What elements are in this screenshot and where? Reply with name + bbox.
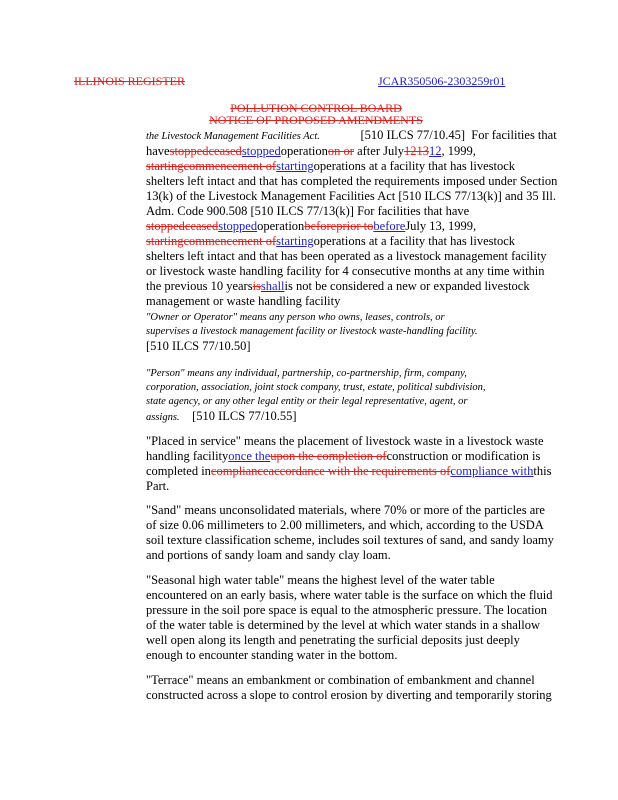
text-line: or livestock waste handling facility for 4 consecutive months at any time within xyxy=(146,264,545,278)
text-line: well open along its length and penetrating the surficial deposits just deeply xyxy=(146,633,520,647)
notice-title: NOTICE OF PROPOSED AMENDMENTS xyxy=(209,113,423,127)
facility-definition-paragraph xyxy=(146,128,586,309)
text-line: "Person" means any individual, partnership, co-partnership, firm, company, xyxy=(146,368,467,379)
deleted-text: is xyxy=(252,279,261,293)
act-italic-text: the Livestock Management Facilities Act. xyxy=(146,131,320,142)
inserted-text: 12 xyxy=(428,144,442,158)
terrace-definition xyxy=(146,673,586,703)
text-line: "Terrace" means an embankment or combination of embankment and channel xyxy=(146,673,535,687)
text: is not be considered a new or expanded livestock xyxy=(284,279,530,293)
text-line: shelters left intact and that has been operated as a livestock management facility xyxy=(146,249,547,263)
text-line: Part. xyxy=(146,479,170,493)
text: operation xyxy=(257,219,305,233)
text-line: "Owner or Operator" means any person who owns, leases, controls, or xyxy=(146,312,445,323)
text-line: 13(k) of the Livestock Management Facilities Act [510 ILCS 77/13(k)] and 35 Ill. xyxy=(146,189,556,203)
jcar-code-prefix: JCAR350506-2303259 xyxy=(378,74,490,88)
deleted-text: starting xyxy=(146,234,184,248)
text-line: soil texture classification scheme, includes soil textures of sand, and sandy loamy xyxy=(146,533,554,547)
inserted-text: stopped xyxy=(218,219,258,233)
text-line: state agency, or any other legal entity or their legal representative, agent, or xyxy=(146,396,468,407)
board-title: POLLUTION CONTROL BOARD xyxy=(230,101,402,115)
text-line: corporation, association, joint stock company, trust, estate, political subdivision, xyxy=(146,382,486,393)
deleted-text: 1 xyxy=(403,144,411,158)
text-line: supervises a livestock management facility or livestock waste-handling facility. xyxy=(146,326,478,337)
seasonal-high-water-table-definition xyxy=(146,573,586,663)
jcar-code xyxy=(378,74,505,89)
deleted-text: on or xyxy=(327,144,354,158)
jcar-code-suffix: r01 xyxy=(489,74,506,88)
text: have xyxy=(146,144,170,158)
deleted-text: stopped xyxy=(146,219,185,233)
text-line: constructed across a slope to control erosion by diverting and temporarily storing xyxy=(146,688,552,702)
citation: [510 ILCS 77/10.50] xyxy=(146,339,251,353)
citation: [510 ILCS 77/10.55] xyxy=(192,409,297,423)
deleted-text: commencement of xyxy=(183,234,277,248)
deleted-text: before xyxy=(304,219,337,233)
sand-definition xyxy=(146,503,586,563)
inserted-text: once the xyxy=(228,449,271,463)
text: the previous 10 years xyxy=(146,279,253,293)
text-line: and portions of sandy loam and sandy clay loam. xyxy=(146,548,391,562)
placed-in-service-definition xyxy=(146,434,586,494)
inserted-text: shall xyxy=(260,279,285,293)
inserted-text: stopped xyxy=(241,144,281,158)
owner-operator-definition xyxy=(146,311,586,354)
inserted-text: starting xyxy=(276,159,314,173)
text-line: shelters left intact and that has completed the requirements imposed under Section xyxy=(146,174,558,188)
text: , 1999, xyxy=(441,144,476,158)
deleted-text: commencement of xyxy=(183,159,277,173)
text-line: of the water table is determined by the level at which water stands in a shallow xyxy=(146,618,540,632)
text-line: enough to encounter standing water in the bottom. xyxy=(146,648,398,662)
citation: [510 ILCS 77/10.45] xyxy=(360,128,466,142)
text-line: "Placed in service" means the placement of livestock waste in a livestock waste xyxy=(146,434,544,448)
text: this xyxy=(533,464,552,478)
deleted-text: 13 xyxy=(416,144,429,158)
text: operations at a facility that has livestock xyxy=(313,234,515,248)
text: For facilities that xyxy=(471,128,557,142)
person-definition xyxy=(146,367,586,425)
text: operation xyxy=(280,144,328,158)
text: after July xyxy=(357,144,404,158)
deleted-text: upon the completion of xyxy=(270,449,387,463)
inserted-text: compliance with xyxy=(450,464,534,478)
deleted-text: ceased xyxy=(184,219,219,233)
text: assigns. xyxy=(146,412,180,423)
deleted-text: ceased xyxy=(208,144,242,158)
text: July 13, 1999, xyxy=(405,219,477,233)
text: operations at a facility that has livestock xyxy=(313,159,515,173)
text-line: management or waste handling facility xyxy=(146,294,341,308)
text-line: "Sand" means unconsolidated materials, where 70% or more of the particles are xyxy=(146,503,545,517)
text-line: Adm. Code 900.508 [510 ILCS 77/13(k)] For facilities that have xyxy=(146,204,470,218)
text-line: of size 0.06 millimeters to 2.00 millimeters, and which, according to the USDA xyxy=(146,518,544,532)
text-line: encountered on an early basis, where water table is the surface on which the fluid xyxy=(146,588,553,602)
register-title: ILLINOIS REGISTER xyxy=(74,74,185,88)
deleted-text: stopped xyxy=(169,144,209,158)
deleted-text: starting xyxy=(146,159,184,173)
text-line: pressure in the soil pore space is equal to the atmospheric pressure. The location xyxy=(146,603,548,617)
text: completed in xyxy=(146,464,211,478)
text-line: "Seasonal high water table" means the highest level of the water table xyxy=(146,573,495,587)
deleted-text: accordance with the requirements of xyxy=(268,464,451,478)
deleted-text: prior to xyxy=(336,219,374,233)
inserted-text: before xyxy=(373,219,406,233)
text: handling facility xyxy=(146,449,229,463)
deleted-text: 2 xyxy=(410,144,417,158)
text: construction or modification is xyxy=(386,449,541,463)
deleted-text: compliance xyxy=(210,464,269,478)
inserted-text: starting xyxy=(276,234,314,248)
